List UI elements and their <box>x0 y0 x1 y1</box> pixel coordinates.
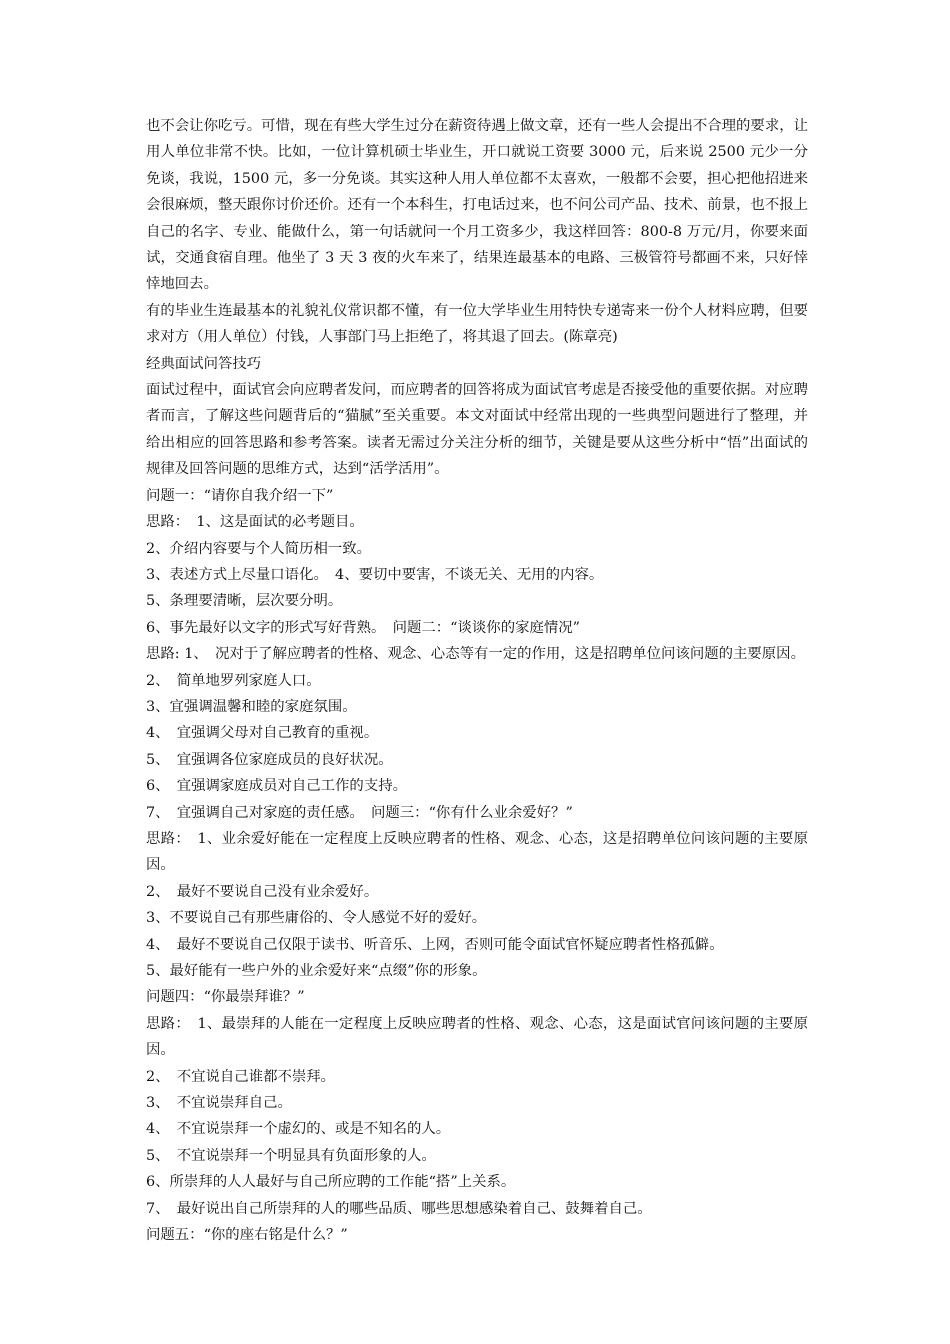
list-item: 2、 不宜说自己谁都不崇拜。 <box>146 1068 336 1085</box>
list-item: 6、事先最好以文字的形式写好背熟。 问题二：“谈谈你的家庭情况” <box>146 619 580 636</box>
list-item: 5、条理要清晰，层次要分明。 <box>146 593 343 610</box>
list-item: 2、 最好不要说自己没有业余爱好。 <box>146 883 379 900</box>
paragraph-salary-story: 也不会让你吃亏。可惜，现在有些大学生过分在薪资待遇上做文章，还有一些人会提出不合理的要求，让用人单位非常不快。比如，一位计算机硕士毕业生，开口就说工资要 3000 元，后来说 2500 元少一分免谈，我说，1500 元，多一分免谈。其实这种人用人单位都不太喜欢，一般都不会要，担心把他招进来会很麻烦，整天跟你讨价还价。还有一个本科生，打电话过来，也不问公司产品、技术、前景，也不报上自己的名字、专业、能做什么，第一句话就问一个月工资多少，我这样回答：800-8 万元/月，你要来面试，交通食宿自理。他坐了 3 天 3 夜的火车来了，结果连最基本的电路、三极管符号都画不来，只好悻悻地回去。 <box>146 118 808 293</box>
paragraph-etiquette: 有的毕业生连最基本的礼貌礼仪常识都不懂，有一位大学毕业生用特快专递寄来一份个人材料应聘，但要求对方（用人单位）付钱，人事部门马上拒绝了，将其退了回去。(陈章亮) <box>146 302 808 346</box>
list-item: 4、 不宜说崇拜一个虚幻的、或是不知名的人。 <box>146 1121 451 1138</box>
list-item: 3、宜强调温馨和睦的家庭氛围。 <box>146 698 357 715</box>
paragraph-intro: 面试过程中，面试官会向应聘者发问，而应聘者的回答将成为面试官考虑是否接受他的重要依据。对应聘者而言，了解这些问题背后的“猫腻”至关重要。本文对面试中经常出现的一些典型问题进行了整理，并给出相应的回答思路和参考答案。读者无需过分关注分析的细节，关键是要从这些分析中“悟”出面试的规律及回答问题的思维方式，达到“活学活用”。 <box>146 382 808 478</box>
question-heading: 问题五：“你的座右铭是什么？” <box>146 1227 348 1244</box>
list-item: 5、 宜强调各位家庭成员的良好状况。 <box>146 751 393 768</box>
list-item: 2、 简单地罗列家庭人口。 <box>146 672 321 689</box>
list-item: 思路： 1、业余爱好能在一定程度上反映应聘者的性格、观念、心态，这是招聘单位问该问题的主要原因。 <box>146 830 808 874</box>
list-item: 3、不要说自己有那些庸俗的、令人感觉不好的爱好。 <box>146 910 487 927</box>
question-heading: 问题四：“你最崇拜谁？” <box>146 989 305 1006</box>
list-item: 6、所崇拜的人人最好与自己所应聘的工作能“搭”上关系。 <box>146 1174 516 1191</box>
list-item: 7、 宜强调自己对家庭的责任感。 问题三：“你有什么业余爱好？” <box>146 804 573 821</box>
list-item: 5、 不宜说崇拜一个明显具有负面形象的人。 <box>146 1147 436 1164</box>
list-item: 4、 最好不要说自己仅限于读书、听音乐、上网，否则可能令面试官怀疑应聘者性格孤僻。 <box>146 936 724 953</box>
document-body <box>146 113 808 1248</box>
list-item: 7、 最好说出自己所崇拜的人的哪些品质、哪些思想感染着自己、鼓舞着自己。 <box>146 1200 652 1217</box>
section-heading: 经典面试问答技巧 <box>146 355 262 372</box>
list-item: 3、 不宜说崇拜自己。 <box>146 1095 292 1112</box>
list-item: 思路： 1、最崇拜的人能在一定程度上反映应聘者的性格、观念、心态，这是面试官问该问题的主要原因。 <box>146 1015 808 1059</box>
list-item: 2、介绍内容要与个人简历相一致。 <box>146 540 372 557</box>
question-heading: 问题一：“请你自我介绍一下” <box>146 487 334 504</box>
list-item: 3、表述方式上尽量口语化。 4、要切中要害，不谈无关、无用的内容。 <box>146 566 604 583</box>
list-item: 5、最好能有一些户外的业余爱好来“点缀”你的形象。 <box>146 963 487 979</box>
list-item: 思路： 1、这是面试的必考题目。 <box>146 514 364 531</box>
list-item: 4、 宜强调父母对自己教育的重视。 <box>146 725 379 742</box>
list-item: 6、 宜强调家庭成员对自己工作的支持。 <box>146 778 407 795</box>
list-item: 思路: 1、 况对于了解应聘者的性格、观念、心态等有一定的作用，这是招聘单位问该问题的主要原因。 <box>146 646 805 663</box>
